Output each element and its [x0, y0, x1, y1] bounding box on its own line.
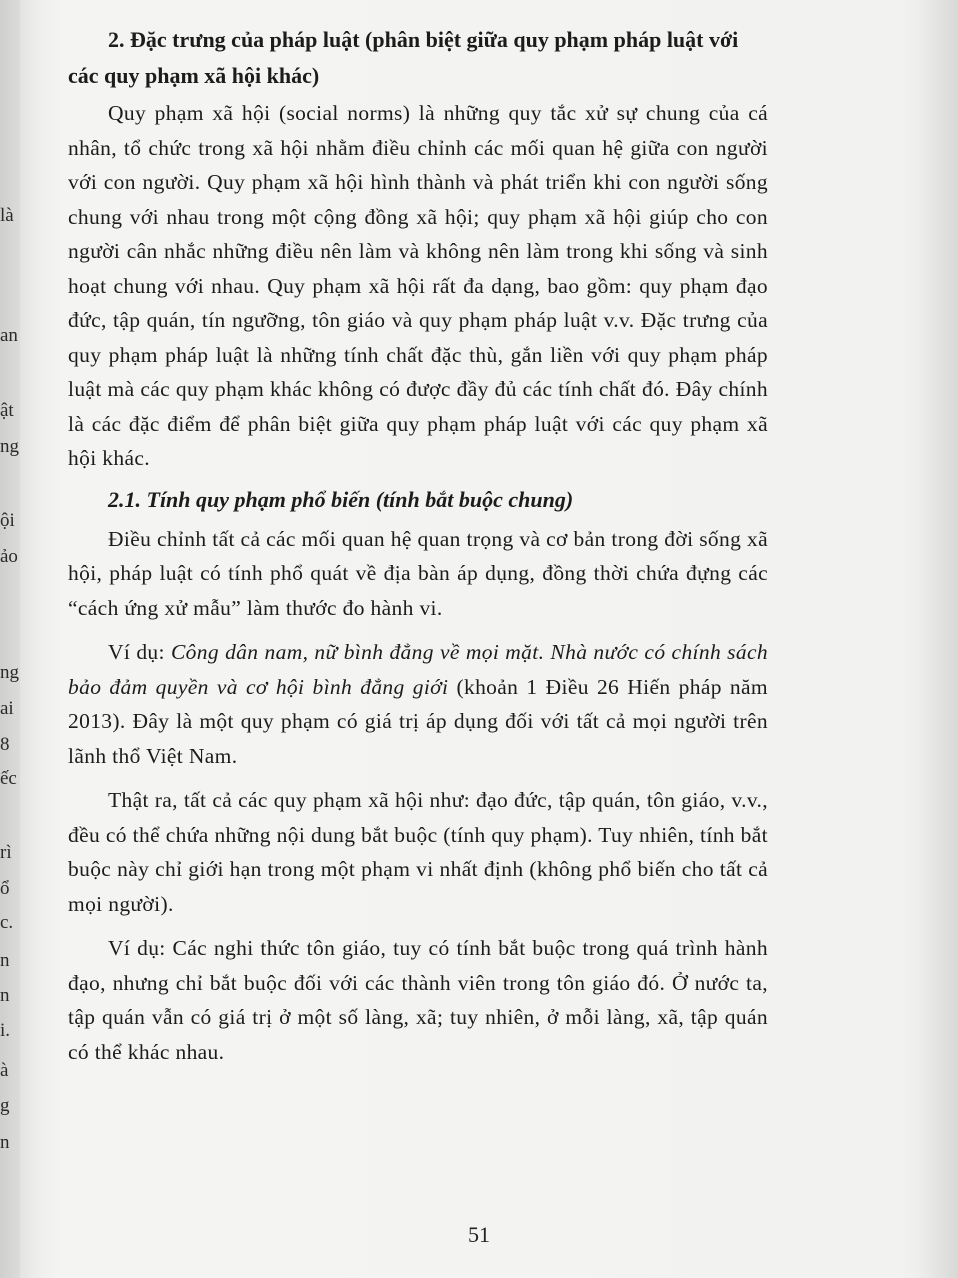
page-number: 51 [468, 1222, 490, 1247]
example-quote: Công dân nam, nữ bình đẳng về mọi mặt. Nhà nước có chính sách bảo đảm quyền và cơ hội bình đẳng giới [68, 640, 768, 699]
margin-fragment: n [0, 950, 10, 971]
page-right-shadow [918, 0, 958, 1278]
subsection-heading: 2.1. Tính quy phạm phổ biến (tính bắt buộc chung) [108, 486, 574, 512]
section-heading: 2. Đặc trưng của pháp luật (phân biệt giữa quy phạm pháp luật với các quy phạm xã hội khác) [68, 27, 739, 88]
margin-fragment: n [0, 985, 10, 1006]
margin-fragment: ảo [0, 546, 18, 567]
margin-fragment: ật [0, 400, 14, 421]
margin-fragment: ng [0, 436, 19, 457]
paragraph-example-constitution [68, 635, 768, 773]
margin-fragment: c. [0, 912, 14, 933]
margin-fragment: ng [0, 662, 19, 683]
paragraph-social-norms: Quy phạm xã hội (social norms) là những quy tắc xử sự chung của cá nhân, tổ chức trong xã hội nhằm điều chỉnh các mối quan hệ giữa con người với con người. Quy phạm xã hội hình thành và phát triển khi con người sống chung với nhau trong một cộng đồng xã hội; quy phạm xã hội giúp cho con người cân nhắc những điều nên làm và không nên làm trong khi sống và sinh hoạt chung với nhau. Quy phạm xã hội rất đa dạng, bao gồm: quy phạm đạo đức, tập quán, tín ngưỡng, tôn giáo và quy phạm pháp luật v.v. Đặc trưng của quy phạm pháp luật là những tính chất đặc thù, gắn liền với quy phạm pháp luật mà các quy phạm khác không có được đầy đủ các tính chất đó. Đây chính là các đặc điểm để phân biệt giữa quy phạm pháp luật với các quy phạm xã hội khác. [68, 101, 768, 470]
page-content [68, 22, 768, 1069]
margin-fragment: ổ [0, 878, 10, 899]
margin-fragment: à [0, 1060, 9, 1081]
paragraph-example-religion: Ví dụ: Các nghi thức tôn giáo, tuy có tính bắt buộc trong quá trình hành đạo, nhưng chỉ bắt buộc đối với các thành viên trong tôn giáo đó. Ở nước ta, tập quán vẫn có giá trị ở một số làng, xã; tuy nhiên, ở mỗi làng, xã, tập quán có thể khác nhau. [68, 936, 768, 1064]
margin-fragment: ội [0, 510, 15, 531]
margin-fragment: i. [0, 1020, 11, 1041]
margin-fragment: n [0, 1132, 10, 1153]
margin-fragment: là [0, 205, 14, 226]
previous-page-edge [0, 0, 20, 1278]
example-prefix: Ví dụ: [108, 640, 171, 664]
margin-fragment: an [0, 325, 18, 346]
example-suffix: (khoản 1 Điều 26 Hiến pháp năm 2013). Đây là một quy phạm có giá trị áp dụng đối với tất cả mọi người trên lãnh thổ Việt Nam. [68, 674, 769, 768]
margin-fragment: ếc [0, 768, 17, 789]
margin-fragment: rì [0, 842, 12, 863]
margin-fragment: ai [0, 698, 14, 719]
margin-fragment: 8 [0, 734, 10, 755]
paragraph-regulation: Điều chỉnh tất cả các mối quan hệ quan trọng và cơ bản trong đời sống xã hội, pháp luật có tính phổ quát về địa bàn áp dụng, đồng thời chứa đựng các “cách ứng xử mẫu” làm thước đo hành vi. [68, 526, 768, 620]
paragraph-social-norms-scope: Thật ra, tất cả các quy phạm xã hội như: đạo đức, tập quán, tôn giáo, v.v., đều có thể chứa những nội dung bắt buộc (tính quy phạm). Tuy nhiên, tính bắt buộc này chỉ giới hạn trong một phạm vi nhất định (không phổ biến cho tất cả mọi người). [68, 788, 768, 916]
margin-fragment: g [0, 1095, 10, 1116]
